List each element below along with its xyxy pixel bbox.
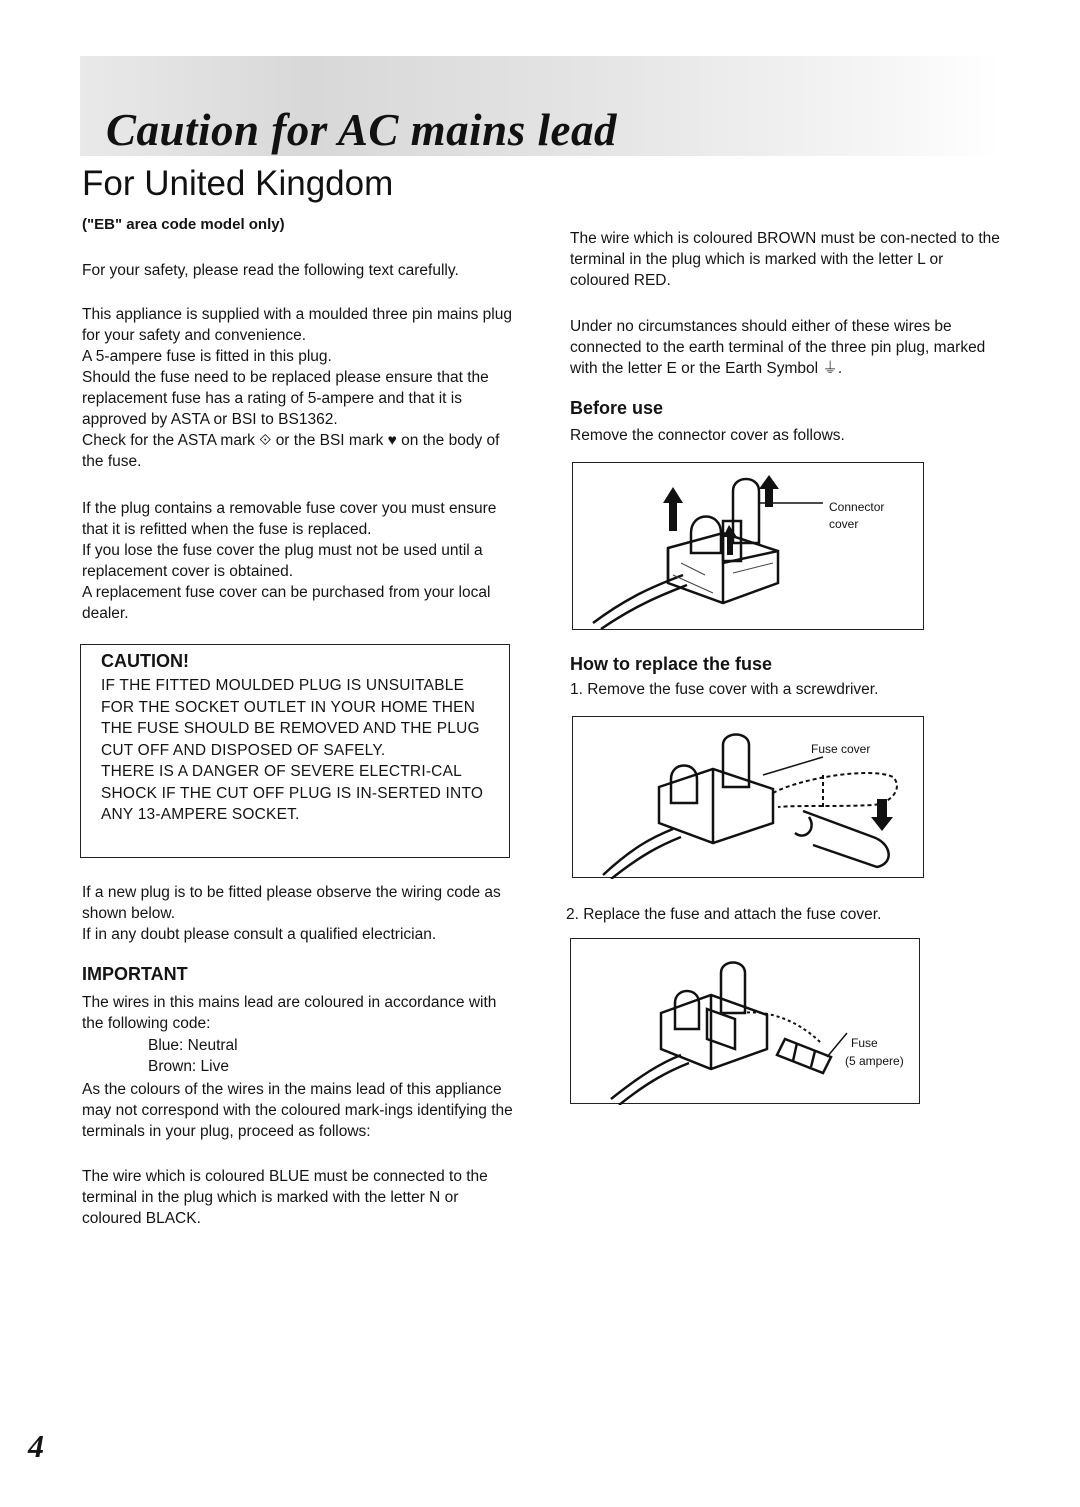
caution-title: CAUTION!	[101, 651, 189, 671]
area-code-note: ("EB" area code model only)	[82, 216, 285, 233]
connector-cover-figure	[572, 462, 924, 630]
step-2: 2. Replace the fuse and attach the fuse cover.	[566, 906, 882, 923]
page-number: 4	[28, 1428, 44, 1464]
code-brown: Brown: Live	[148, 1058, 229, 1075]
fuse-cover-label: Fuse cover	[811, 742, 871, 756]
step-1: 1. Remove the fuse cover with a screwdriver.	[570, 681, 879, 698]
before-use-heading: Before use	[570, 398, 664, 418]
important-heading: IMPORTANT	[82, 964, 188, 984]
caution-box	[80, 644, 510, 858]
new-plug-paragraph: If a new plug is to be fitted please observe the wiring code as shown below. If in any doubt please consult a qualified electrician.	[82, 884, 501, 943]
plug-illustration-2	[573, 717, 925, 879]
fuse-info-paragraph: This appliance is supplied with a moulded three pin mains plug for your safety and convenience. A 5-ampere fuse is fitted in this plug. Should the fuse need to be replaced please ensure that the replacement fuse has a rating of 5-ampere and that it is approved by ASTA or BSI to BS1362. Check for the ASTA mark ⟐ or the BSI mark ♥ on the body of the fuse.	[82, 306, 512, 470]
code-blue: Blue: Neutral	[148, 1037, 238, 1054]
remove-fuse-cover-figure	[572, 716, 924, 878]
before-use-text: Remove the connector cover as follows.	[570, 427, 845, 444]
blue-wire-paragraph: The wire which is coloured BLUE must be connected to the terminal in the plug which is marked with the letter N or coloured BLACK.	[82, 1168, 488, 1227]
brown-wire-paragraph: The wire which is coloured BROWN must be con-nected to the terminal in the plug which is marked with the letter L or coloured RED.	[570, 230, 1000, 289]
title-banner	[80, 56, 1000, 156]
region-title: For United Kingdom	[82, 164, 394, 203]
plug-illustration-3	[571, 939, 921, 1105]
caution-text: IF THE FITTED MOULDED PLUG IS UNSUITABLE FOR THE SOCKET OUTLET IN YOUR HOME THEN THE FUSE SHOULD BE REMOVED AND THE PLUG CUT OFF AND DISPOSED OF SAFELY. THERE IS A DANGER OF SEVERE ELECTRI-CAL SHOCK IF THE CUT OFF PLUG IS IN-SERTED INTO ANY 13-AMPERE SOCKET.	[101, 677, 484, 823]
fuse-rating-label: (5 ampere)	[845, 1054, 904, 1068]
replace-fuse-heading: How to replace the fuse	[570, 654, 773, 674]
plug-illustration-1	[573, 463, 925, 631]
page-title: Caution for AC mains lead	[106, 105, 617, 155]
proceed-paragraph: As the colours of the wires in the mains lead of this appliance may not correspond with the coloured mark-ings identifying the terminals in your plug, proceed as follows:	[82, 1081, 513, 1140]
wire-code-intro: The wires in this mains lead are coloured in accordance with the following code:	[82, 994, 497, 1032]
wire-code-list	[148, 1035, 238, 1077]
fuse-label: Fuse	[851, 1036, 878, 1050]
earth-warning-paragraph: Under no circumstances should either of these wires be connected to the earth terminal of the three pin plug, marked with the letter E or the Earth Symbol ⏚.	[570, 318, 986, 377]
replace-fuse-figure	[570, 938, 920, 1104]
fuse-cover-paragraph: If the plug contains a removable fuse cover you must ensure that it is refitted when the fuse is replaced. If you lose the fuse cover the plug must not be used until a replacement cover is obtained. A replacement fuse cover can be purchased from your local dealer.	[82, 500, 497, 622]
connector-label: Connector	[829, 500, 885, 514]
safety-intro: For your safety, please read the following text carefully.	[82, 262, 459, 279]
connector-label-2: cover	[829, 517, 859, 531]
